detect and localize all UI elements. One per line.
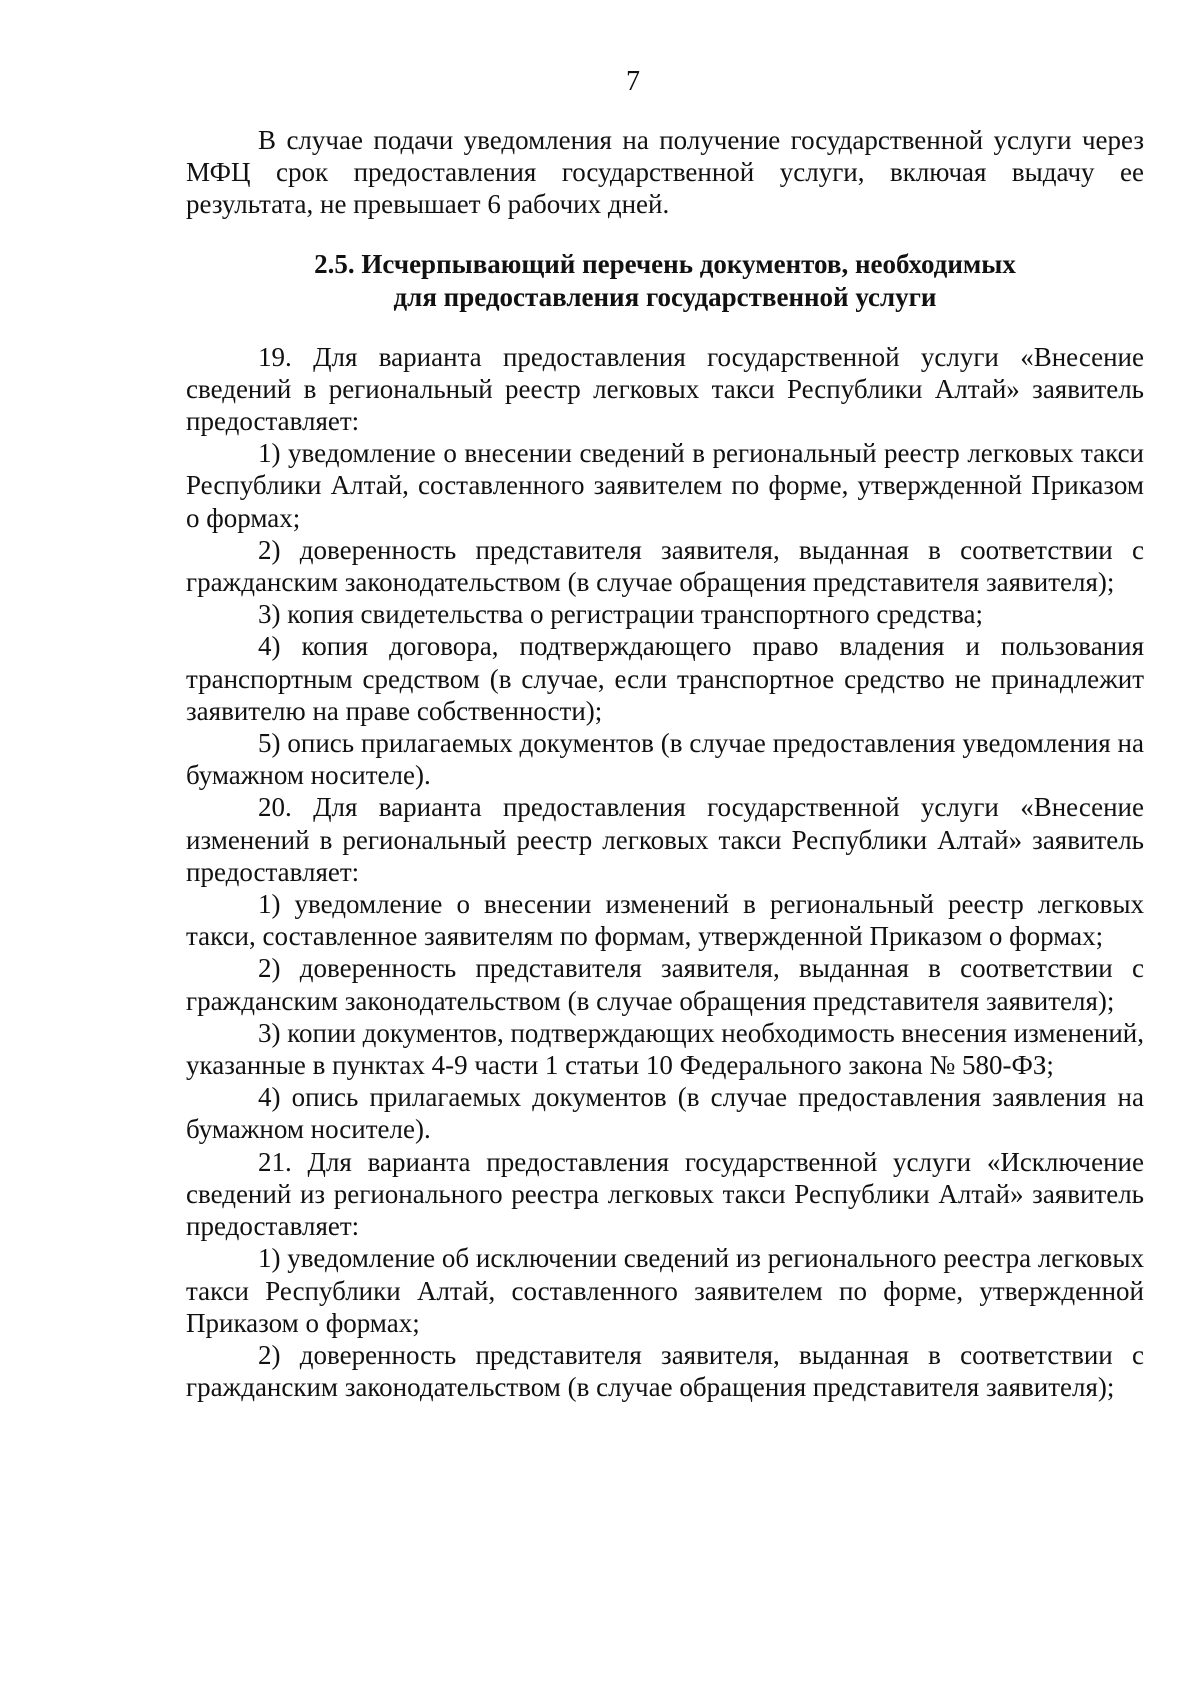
section-heading-line-2: для предоставления государственной услуги bbox=[393, 281, 937, 312]
section-heading-line-1: 2.5. Исчерпывающий перечень документов, необходимых bbox=[314, 248, 1016, 279]
page-number: 7 bbox=[626, 66, 640, 97]
document-body bbox=[186, 124, 1144, 1403]
paragraph-19: 19. Для варианта предоставления государственной услуги «Внесение сведений в региональный реестр легковых такси Республики Алтай» заявитель предоставляет: bbox=[186, 341, 1144, 437]
list-item-20-1: 1) уведомление о внесении изменений в региональный реестр легковых такси, составленное заявителям по формам, утвержденной Приказом о формах; bbox=[186, 889, 1144, 952]
list-item-21-1: 1) уведомление об исключении сведений из регионального реестра легковых такси Республики Алтай, составленного заявителем по форме, утвержденной Приказом о формах; bbox=[186, 1243, 1144, 1338]
paragraph-21: 21. Для варианта предоставления государственной услуги «Исключение сведений из регионального реестра легковых такси Республики Алтай» заявитель предоставляет: bbox=[186, 1146, 1144, 1242]
section-heading bbox=[186, 248, 1144, 314]
list-item-19-1: 1) уведомление о внесении сведений в региональный реестр легковых такси Республики Алтай, составленного заявителем по форме, утвержденной Приказом о формах; bbox=[186, 438, 1144, 533]
list-item-19-5: 5) опись прилагаемых документов (в случае предоставления уведомления на бумажном носителе). bbox=[186, 728, 1144, 791]
list-item-19-3: 3) копия свидетельства о регистрации транспортного средства; bbox=[258, 599, 983, 630]
list-item-20-4: 4) опись прилагаемых документов (в случае предоставления заявления на бумажном носителе). bbox=[186, 1082, 1144, 1145]
list-item-19-4: 4) копия договора, подтверждающего право владения и пользования транспортным средством (в случае, если транспортное средство не принадлежит заявителю на праве собственности); bbox=[186, 631, 1144, 726]
list-item-21-2: 2) доверенность представителя заявителя, выданная в соответствии с гражданским законодательством (в случае обращения представителя заявителя); bbox=[186, 1339, 1144, 1403]
list-item-20-3: 3) копии документов, подтверждающих необходимость внесения изменений, указанные в пунктах 4-9 части 1 статьи 10 Федерального закона № 580-ФЗ; bbox=[186, 1017, 1144, 1081]
paragraph-20: 20. Для варианта предоставления государственной услуги «Внесение изменений в региональный реестр легковых такси Республики Алтай» заявитель предоставляет: bbox=[186, 792, 1144, 887]
intro-paragraph: В случае подачи уведомления на получение государственной услуги через МФЦ срок предоставления государственной услуги, включая выдачу ее результата, не превышает 6 рабочих дней. bbox=[186, 125, 1144, 220]
list-item-19-2: 2) доверенность представителя заявителя, выданная в соответствии с гражданским законодательством (в случае обращения представителя заявителя); bbox=[186, 534, 1144, 598]
list-item-20-2: 2) доверенность представителя заявителя, выданная в соответствии с гражданским законодательством (в случае обращения представителя заявителя); bbox=[186, 953, 1144, 1016]
